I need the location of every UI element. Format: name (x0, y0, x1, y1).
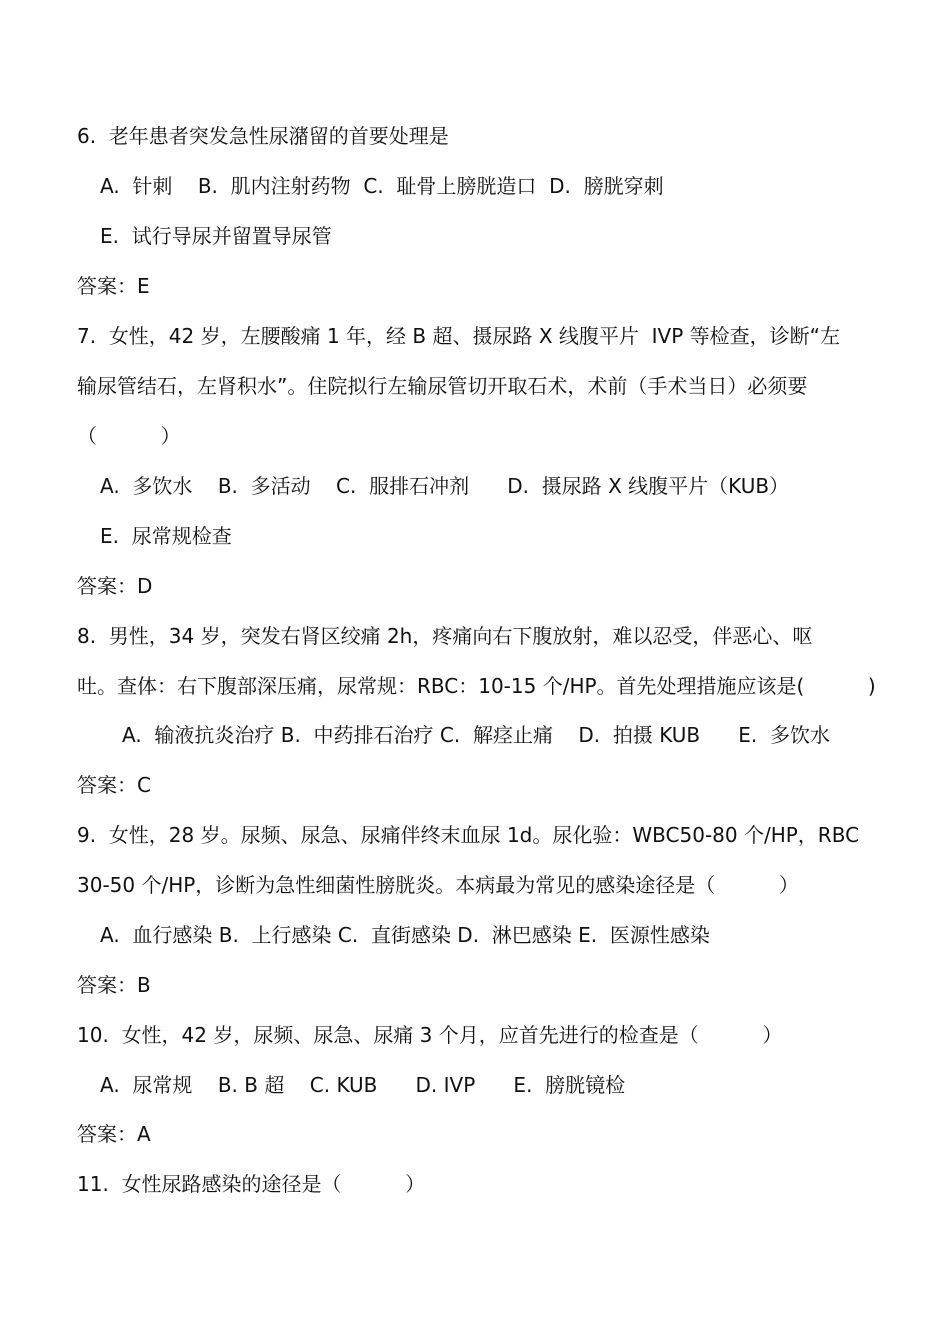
question-7-stem-line-3: （ ） (77, 424, 181, 448)
question-10-stem: 10. 女性，42 岁，尿频、尿急、尿痛 3 个月，应首先进行的检查是（ ） (77, 1023, 783, 1047)
question-9-answer: 答案：B (77, 973, 151, 997)
question-9-stem-line-1: 9. 女性，28 岁。尿频、尿急、尿痛伴终末血尿 1d。尿化验：WBC50-80 个/HP，RBC (77, 823, 860, 847)
question-10-answer: 答案：A (77, 1122, 151, 1146)
question-8-stem-line-2: 吐。查体：右下腹部深压痛，尿常规：RBC：10-15 个/HP。首先处理措施应该是( ) (77, 674, 876, 698)
question-6-stem: 6. 老年患者突发急性尿潴留的首要处理是 (77, 124, 449, 148)
question-7-stem-line-1: 7. 女性，42 岁，左腰酸痛 1 年，经 B 超、摄尿路 X 线腹平片 IVP 等检查，诊断“左 (77, 324, 840, 348)
question-10-options-row-1: A. 尿常规 B. B 超 C. KUB D. IVP E. 膀胱镜检 (100, 1073, 626, 1097)
question-11-stem: 11. 女性尿路感染的途径是（ ） (77, 1172, 426, 1196)
question-6-options-row-1: A. 针刺 B. 肌内注射药物 C. 耻骨上膀胱造口 D. 膀胱穿刺 (100, 174, 664, 198)
question-9-stem-line-2: 30-50 个/HP，诊断为急性细菌性膀胱炎。本病最为常见的感染途径是（ ） (77, 873, 799, 897)
question-6-answer: 答案：E (77, 274, 150, 298)
question-7-stem-line-2: 输尿管结石，左肾积水”。住院拟行左输尿管切开取石术，术前（手术当日）必须要 (77, 374, 808, 398)
question-7-answer: 答案：D (77, 574, 153, 598)
question-8-stem-line-1: 8. 男性，34 岁，突发右肾区绞痛 2h，疼痛向右下腹放射，难以忍受，伴恶心、呕 (77, 624, 813, 648)
question-6-options-row-2: E. 试行导尿并留置导尿管 (100, 224, 332, 248)
question-7-options-row-1: A. 多饮水 B. 多活动 C. 服排石冲剂 D. 摄尿路 X 线腹平片（KUB） (100, 474, 790, 498)
question-9-options-row-1: A. 血行感染 B. 上行感染 C. 直街感染 D. 淋巴感染 E. 医源性感染 (100, 923, 710, 947)
question-8-options-row-1: A. 输液抗炎治疗 B. 中药排石治疗 C. 解痉止痛 D. 拍摄 KUB E. 多饮水 (122, 723, 830, 747)
question-8-answer: 答案：C (77, 773, 151, 797)
question-7-options-row-2: E. 尿常规检查 (100, 524, 232, 548)
